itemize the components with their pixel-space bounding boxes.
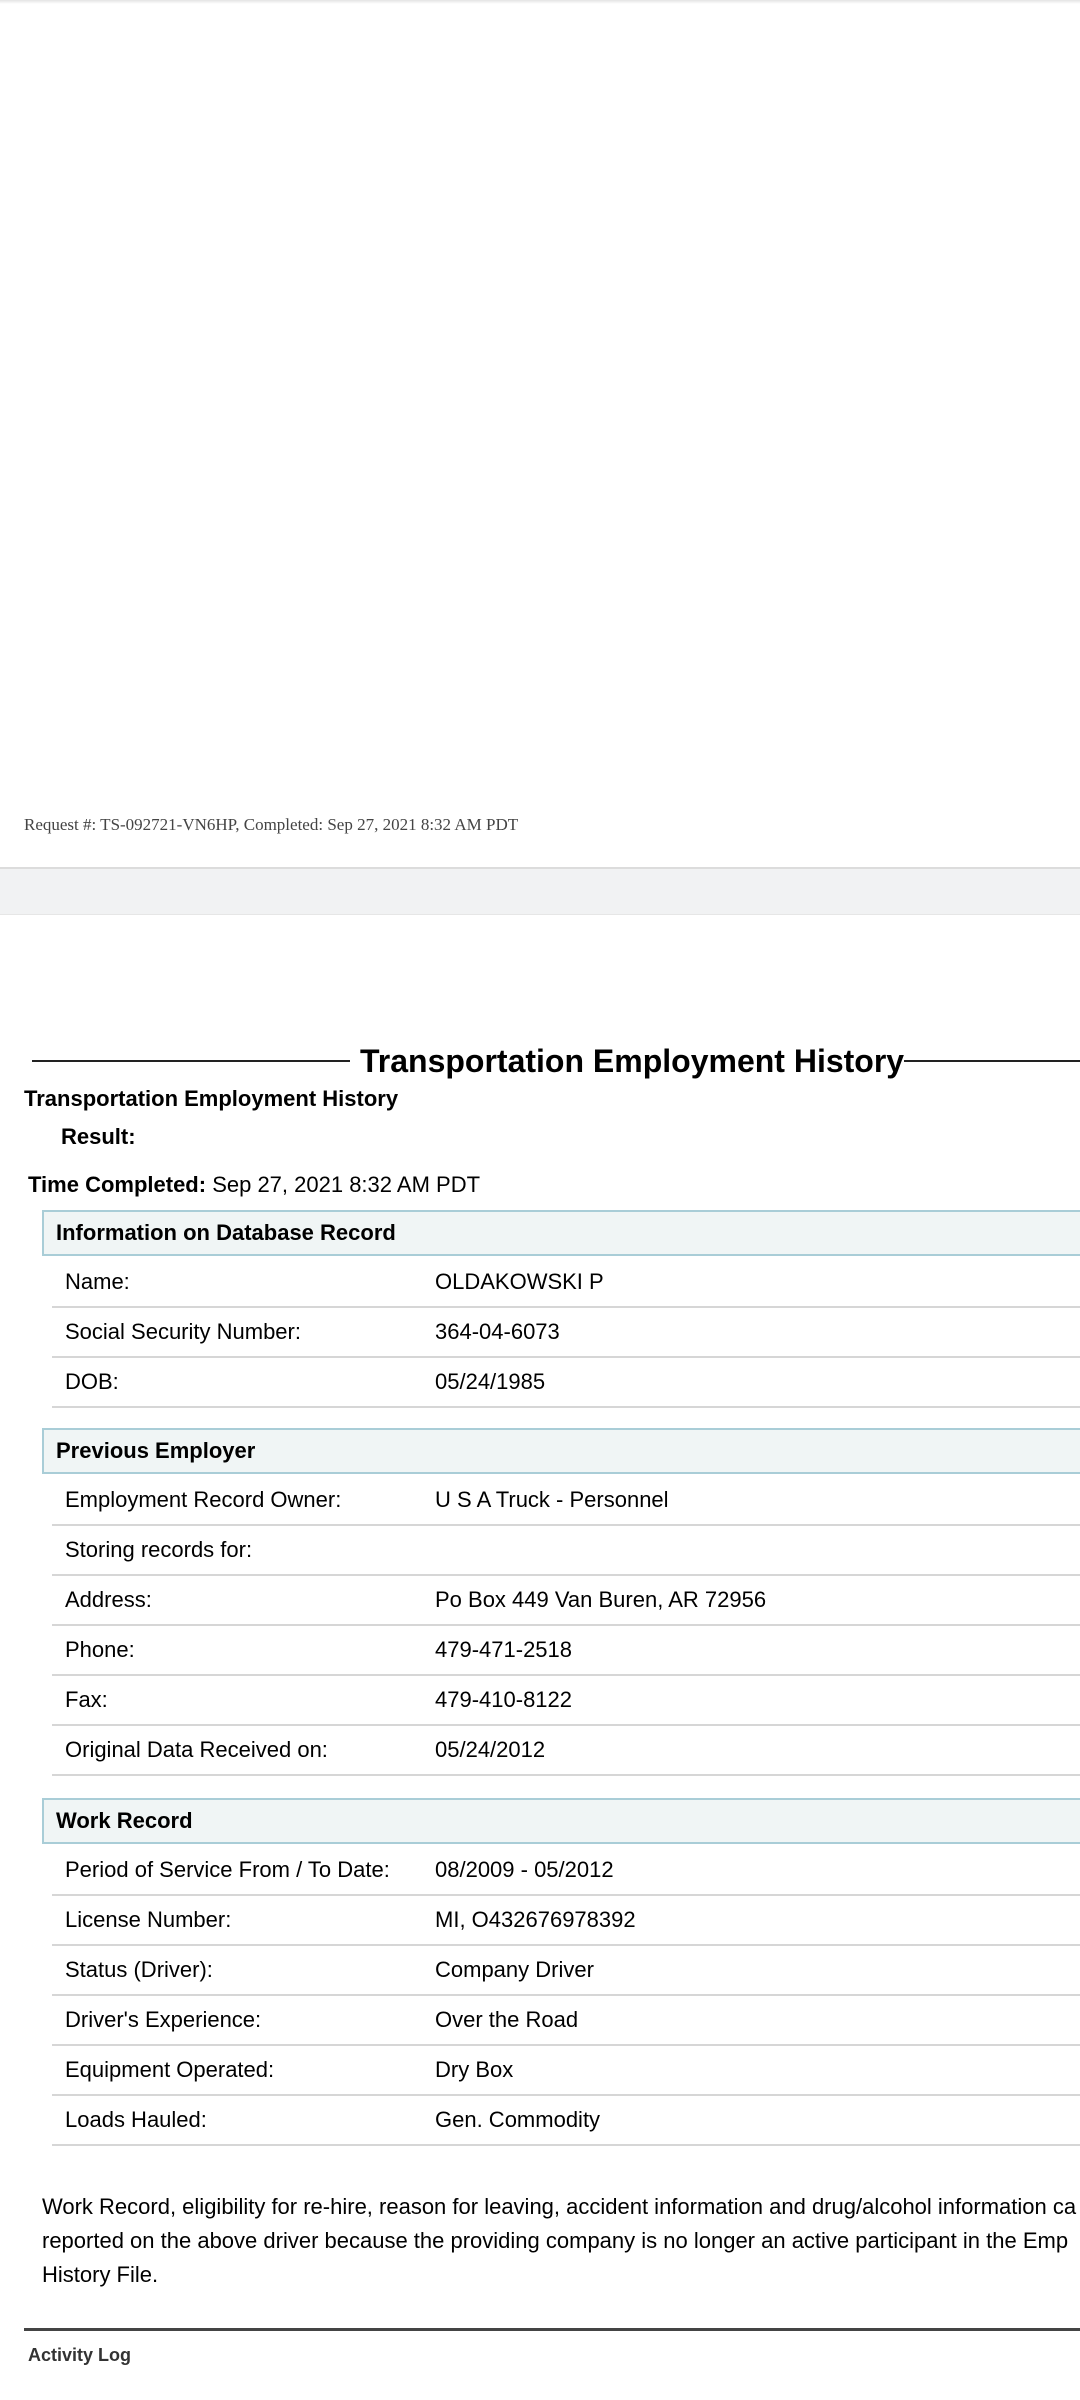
database-record-header: Information on Database Record [42, 1210, 1080, 1256]
report-title: Transportation Employment History [360, 1043, 905, 1079]
table-row [52, 1846, 1080, 1896]
request-number-line: Request #: TS-092721-VN6HP, Completed: Sep 27, 2021 8:32 AM PDT [24, 815, 519, 834]
row-value: 05/24/1985 [422, 1358, 1080, 1408]
row-value: 08/2009 - 05/2012 [422, 1846, 1080, 1896]
row-value: Po Box 449 Van Buren, AR 72956 [422, 1576, 1080, 1626]
table-row [52, 1258, 1080, 1308]
table-row [52, 1358, 1080, 1408]
row-label: Name: [52, 1258, 425, 1308]
table-row [52, 1576, 1080, 1626]
activity-log-heading: Activity Log [28, 2345, 132, 2365]
row-value: Over the Road [422, 1996, 1080, 2046]
row-value: Gen. Commodity [422, 2096, 1080, 2146]
row-value: 479-410-8122 [422, 1676, 1080, 1726]
result-label: Result: [61, 1124, 136, 1149]
row-value [422, 1526, 1080, 1576]
table-row [52, 1896, 1080, 1946]
row-value: U S A Truck - Personnel [422, 1476, 1080, 1526]
row-value: 05/24/2012 [422, 1726, 1080, 1776]
work-record-notice [42, 2190, 1080, 2292]
row-value: 479-471-2518 [422, 1626, 1080, 1676]
row-label: Fax: [52, 1676, 425, 1726]
row-value: Dry Box [422, 2046, 1080, 2096]
work-record-header: Work Record [42, 1798, 1080, 1844]
report-title-bar [32, 1040, 1080, 1082]
row-label: Employment Record Owner: [52, 1476, 425, 1526]
time-completed-label: Time Completed: [28, 1172, 207, 1197]
row-value: 364-04-6073 [422, 1308, 1080, 1358]
notice-line: Work Record, eligibility for re-hire, reason for leaving, accident information and drug/alcohol information ca [42, 2194, 1077, 2219]
time-completed-value: Sep 27, 2021 8:32 AM PDT [212, 1172, 481, 1197]
title-rule-left [32, 1060, 350, 1062]
row-label: Period of Service From / To Date: [52, 1846, 425, 1896]
previous-employer-header: Previous Employer [42, 1428, 1080, 1474]
row-value: MI, O432676978392 [422, 1896, 1080, 1946]
table-row [52, 1946, 1080, 1996]
table-row [52, 1476, 1080, 1526]
row-label: Phone: [52, 1626, 425, 1676]
table-row [52, 1526, 1080, 1576]
table-row [52, 2046, 1080, 2096]
table-row [52, 1626, 1080, 1676]
row-value: OLDAKOWSKI P [422, 1258, 1080, 1308]
table-row [52, 1676, 1080, 1726]
table-row [52, 2096, 1080, 2146]
time-completed [28, 1172, 480, 1198]
activity-log-divider [24, 2328, 1080, 2331]
title-rule-right [904, 1060, 1080, 1062]
table-row [52, 1726, 1080, 1776]
table-row [52, 1996, 1080, 2046]
notice-line: reported on the above driver because the providing company is no longer an active participant in the Emp [42, 2228, 1069, 2253]
row-label: Driver's Experience: [52, 1996, 425, 2046]
notice-line: History File. [42, 2262, 159, 2287]
row-label: Social Security Number: [52, 1308, 425, 1358]
row-label: Loads Hauled: [52, 2096, 425, 2146]
row-label: Storing records for: [52, 1526, 425, 1576]
row-label: Equipment Operated: [52, 2046, 425, 2096]
table-row [52, 1308, 1080, 1358]
top-edge-shadow [0, 0, 1080, 4]
page-break-divider [0, 867, 1080, 915]
row-label: Address: [52, 1576, 425, 1626]
row-label: License Number: [52, 1896, 425, 1946]
row-label: Status (Driver): [52, 1946, 425, 1996]
row-label: Original Data Received on: [52, 1726, 425, 1776]
row-value: Company Driver [422, 1946, 1080, 1996]
section-heading: Transportation Employment History [24, 1086, 399, 1111]
row-label: DOB: [52, 1358, 425, 1408]
